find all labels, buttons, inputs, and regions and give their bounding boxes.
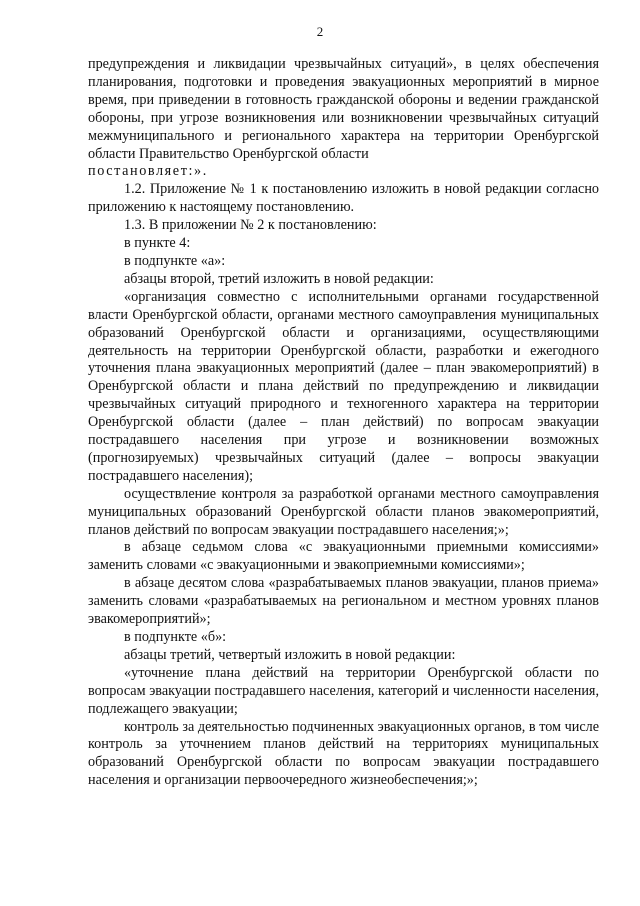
paragraph-abzac-7: в абзаце седьмом слова «с эвакуационными приемными комиссиями» заменить словами «с эвакуационными и эвакоприемными комиссиями»; [88,539,599,574]
paragraph-subpoint-b: в подпункте «б»: [124,629,227,645]
paragraph-preamble: предупреждения и ликвидации чрезвычайных ситуаций», в целях обеспечения планирования, подготовки и проведения эвакуационных мероприятий в мирное время, при приведении в готовность гражданской обороны и ведении гражданской обороны, при угрозе возникновения или возникновении чрезвычайных ситуаций межмуниципального и регионального характера на территории Оренбургской области Правительство Оренбургской области [88,56,599,162]
paragraph-1-2: 1.2. Приложение № 1 к постановлению изложить в новой редакции согласно приложению к настоящему постановлению. [88,181,599,216]
paragraph-subpoint-a: в подпункте «а»: [124,252,226,269]
page-number: 2 [316,24,324,39]
paragraph-abzacy-3-4: абзацы третий, четвертый изложить в новой редакции: [124,646,456,663]
decree-word: постановляет:». [88,163,208,180]
paragraph-1-3: 1.3. В приложении № 2 к постановлению: [124,217,377,234]
paragraph-quote-clarification: «уточнение плана действий на территории Оренбургской области по вопросам эвакуации пострадавшего населения, категорий и численности населения, подлежащего эвакуации; [88,664,599,717]
paragraph-quote-control: осуществление контроля за разработкой органами местного самоуправления муниципальных образований Оренбургской области планов эвакомероприятий, планов действий по вопросам эвакуации пострадавшего населения;»; [88,485,599,538]
paragraph-point-4: в пункте 4: [124,235,191,252]
document-body [88,56,599,790]
paragraph-quote-organization: «организация совместно с исполнительными органами государственной власти Оренбургской области, органами местного самоуправления муниципальных образований Оренбургской области и организациями, осуществляющими деятельность на территории Оренбургской области, разработки и ежегодного уточнения плана эвакуационных мероприятий (далее – план эвакомероприятий) в Оренбургской области и плана действий по предупреждению и ликвидации чрезвычайных ситуаций природного и техногенного характера на территории Оренбургской области (далее – план действий) по вопросам эвакуации пострадавшего населения при угрозе и возникновении возможных (прогнозируемых) чрезвычайных ситуаций (далее – вопросы эвакуации пострадавшего населения); [88,288,599,484]
paragraph-quote-control-subordinate: контроль за деятельностью подчиненных эвакуационных органов, в том числе контроль за уточнением планов действий на территориях муниципальных образований Оренбургской области по вопросам эвакуации пострадавшего населения и организации первоочередного жизнеобеспечения;»; [88,718,599,789]
paragraph-abzacy-2-3: абзацы второй, третий изложить в новой редакции: [124,270,434,287]
paragraph-abzac-10: в абзаце десятом слова «разрабатываемых планов эвакуации, планов приема» заменить словами «разрабатываемых на региональном и местном уровнях планов эвакомероприятий»; [88,575,599,628]
